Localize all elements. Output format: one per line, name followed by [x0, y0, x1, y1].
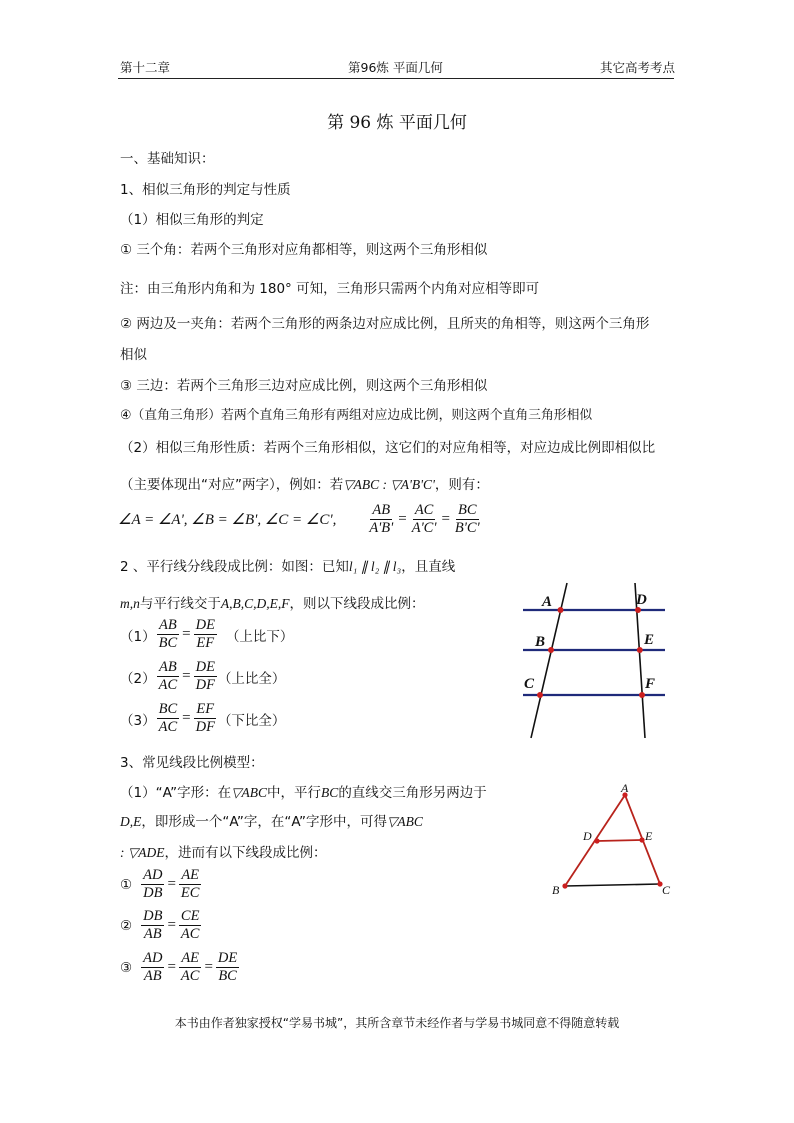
ratio-row-2: （2） $\frac{AB}{AC}$ = $\frac{DE}{DF}$ （上比全）	[120, 659, 286, 693]
point-label: E	[645, 829, 653, 843]
point-label: A	[621, 781, 629, 795]
a-ratio-1: ① $\frac{AD}{DB}$ = $\frac{AE}{EC}$	[120, 867, 200, 901]
header-rule	[118, 78, 674, 79]
point-label: E	[644, 632, 655, 648]
property-line: （2）相似三角形性质：若两个三角形相似，这它们的对应角相等，对应边成比例即相似比	[120, 440, 656, 456]
point-label: A	[542, 594, 553, 610]
note: 注：由三角形内角和为 180° 可知，三角形只需两个内角对应相等即可	[120, 281, 540, 297]
property-example-end: ，则有：	[434, 477, 489, 493]
subitem-heading: （1）相似三角形的判定	[120, 212, 264, 228]
item-heading: 1、相似三角形的判定与性质	[120, 182, 291, 198]
property-example-text: （主要体现出“对应”两字），例如：若	[120, 477, 344, 493]
footer-notice: 本书由作者独家授权“学易书城”，其所含章节未经作者与学易书城同意不得随意转载	[174, 1016, 620, 1030]
ratio-row-1: （1） $\frac{AB}{BC}$ = $\frac{DE}{EF}$ （上比下）	[120, 617, 294, 651]
property-example-math: ▽ABC : ▽A'B'C'	[343, 477, 435, 492]
criterion-4: ④（直角三角形）若两个直角三角形有两组对应边成比例，则这两个直角三角形相似	[120, 408, 593, 423]
criterion-3: ③ 三边：若两个三角形三边对应成比例，则这两个三角形相似	[120, 378, 488, 394]
header-lesson: 第96炼 平面几何	[348, 60, 443, 75]
models-heading: 3、常见线段比例模型：	[120, 755, 264, 771]
point-label: F	[645, 676, 656, 692]
criterion-2-cont: 相似	[120, 347, 147, 363]
property-example	[120, 473, 489, 493]
section-heading: 一、基础知识：	[120, 151, 215, 167]
point-label: B	[535, 634, 546, 650]
point-label: D	[583, 829, 592, 843]
fraction: $\frac{AC}{A'C'}$	[411, 502, 437, 536]
fraction: $\frac{AB}{A'B'}$	[369, 502, 394, 536]
criterion-1: ① 三个角：若两个三角形对应角都相等，则这两个三角形相似	[120, 242, 488, 258]
a-shape-line-1: （1）“A”字形：在▽ABC中，平行BC的直线交三角形另两边于	[120, 785, 487, 801]
parallel-lines-figure	[515, 580, 675, 742]
header-topic: 其它高考考点	[600, 60, 676, 75]
point-label: C	[662, 883, 671, 897]
a-shape-line-3: : ▽ADE，进而有以下线段成比例：	[120, 845, 327, 861]
criterion-2: ② 两边及一夹角：若两个三角形的两条边对应成比例，且所夹的角相等，则这两个三角形	[120, 316, 650, 332]
point-label: B	[552, 883, 560, 897]
parallel-lines-intro-cont: m,n与平行线交于A,B,C,D,E,F，则以下线段成比例：	[120, 596, 425, 612]
a-shape-figure	[545, 780, 680, 900]
ratio-row-3: （3） $\frac{BC}{AC}$ = $\frac{EF}{DF}$ （下比全）	[120, 701, 286, 735]
parallel-lines-intro: 2 、平行线分线段成比例：如图：已知l₁ ∥ l₂ ∥ l₃，且直线	[120, 559, 456, 575]
a-ratio-3: ③ $\frac{AD}{AB}$ = $\frac{AE}{AC}$ = $\frac{DE}{BC}$	[120, 950, 238, 984]
a-shape-line-2: D,E，即形成一个“A”字，在“A”字形中，可得▽ABC	[120, 814, 423, 830]
point-label: D	[636, 592, 647, 608]
angle-equalities: ∠A = ∠A', ∠B = ∠B', ∠C = ∠C',	[118, 512, 337, 528]
header-chapter: 第十二章	[120, 60, 171, 75]
fraction: $\frac{BC}{B'C'}$	[454, 502, 480, 536]
a-ratio-2: ② $\frac{DB}{AB}$ = $\frac{CE}{AC}$	[120, 908, 200, 942]
point-label: C	[524, 676, 535, 692]
similarity-equations: ∠A = ∠A', ∠B = ∠B', ∠C = ∠C', $\frac{AB}{A'B'}$ = $\frac{AC}{A'C'}$ = $\frac{BC}{B'C'}$	[118, 502, 480, 536]
page-title: 第 96 炼 平面几何	[327, 113, 467, 133]
